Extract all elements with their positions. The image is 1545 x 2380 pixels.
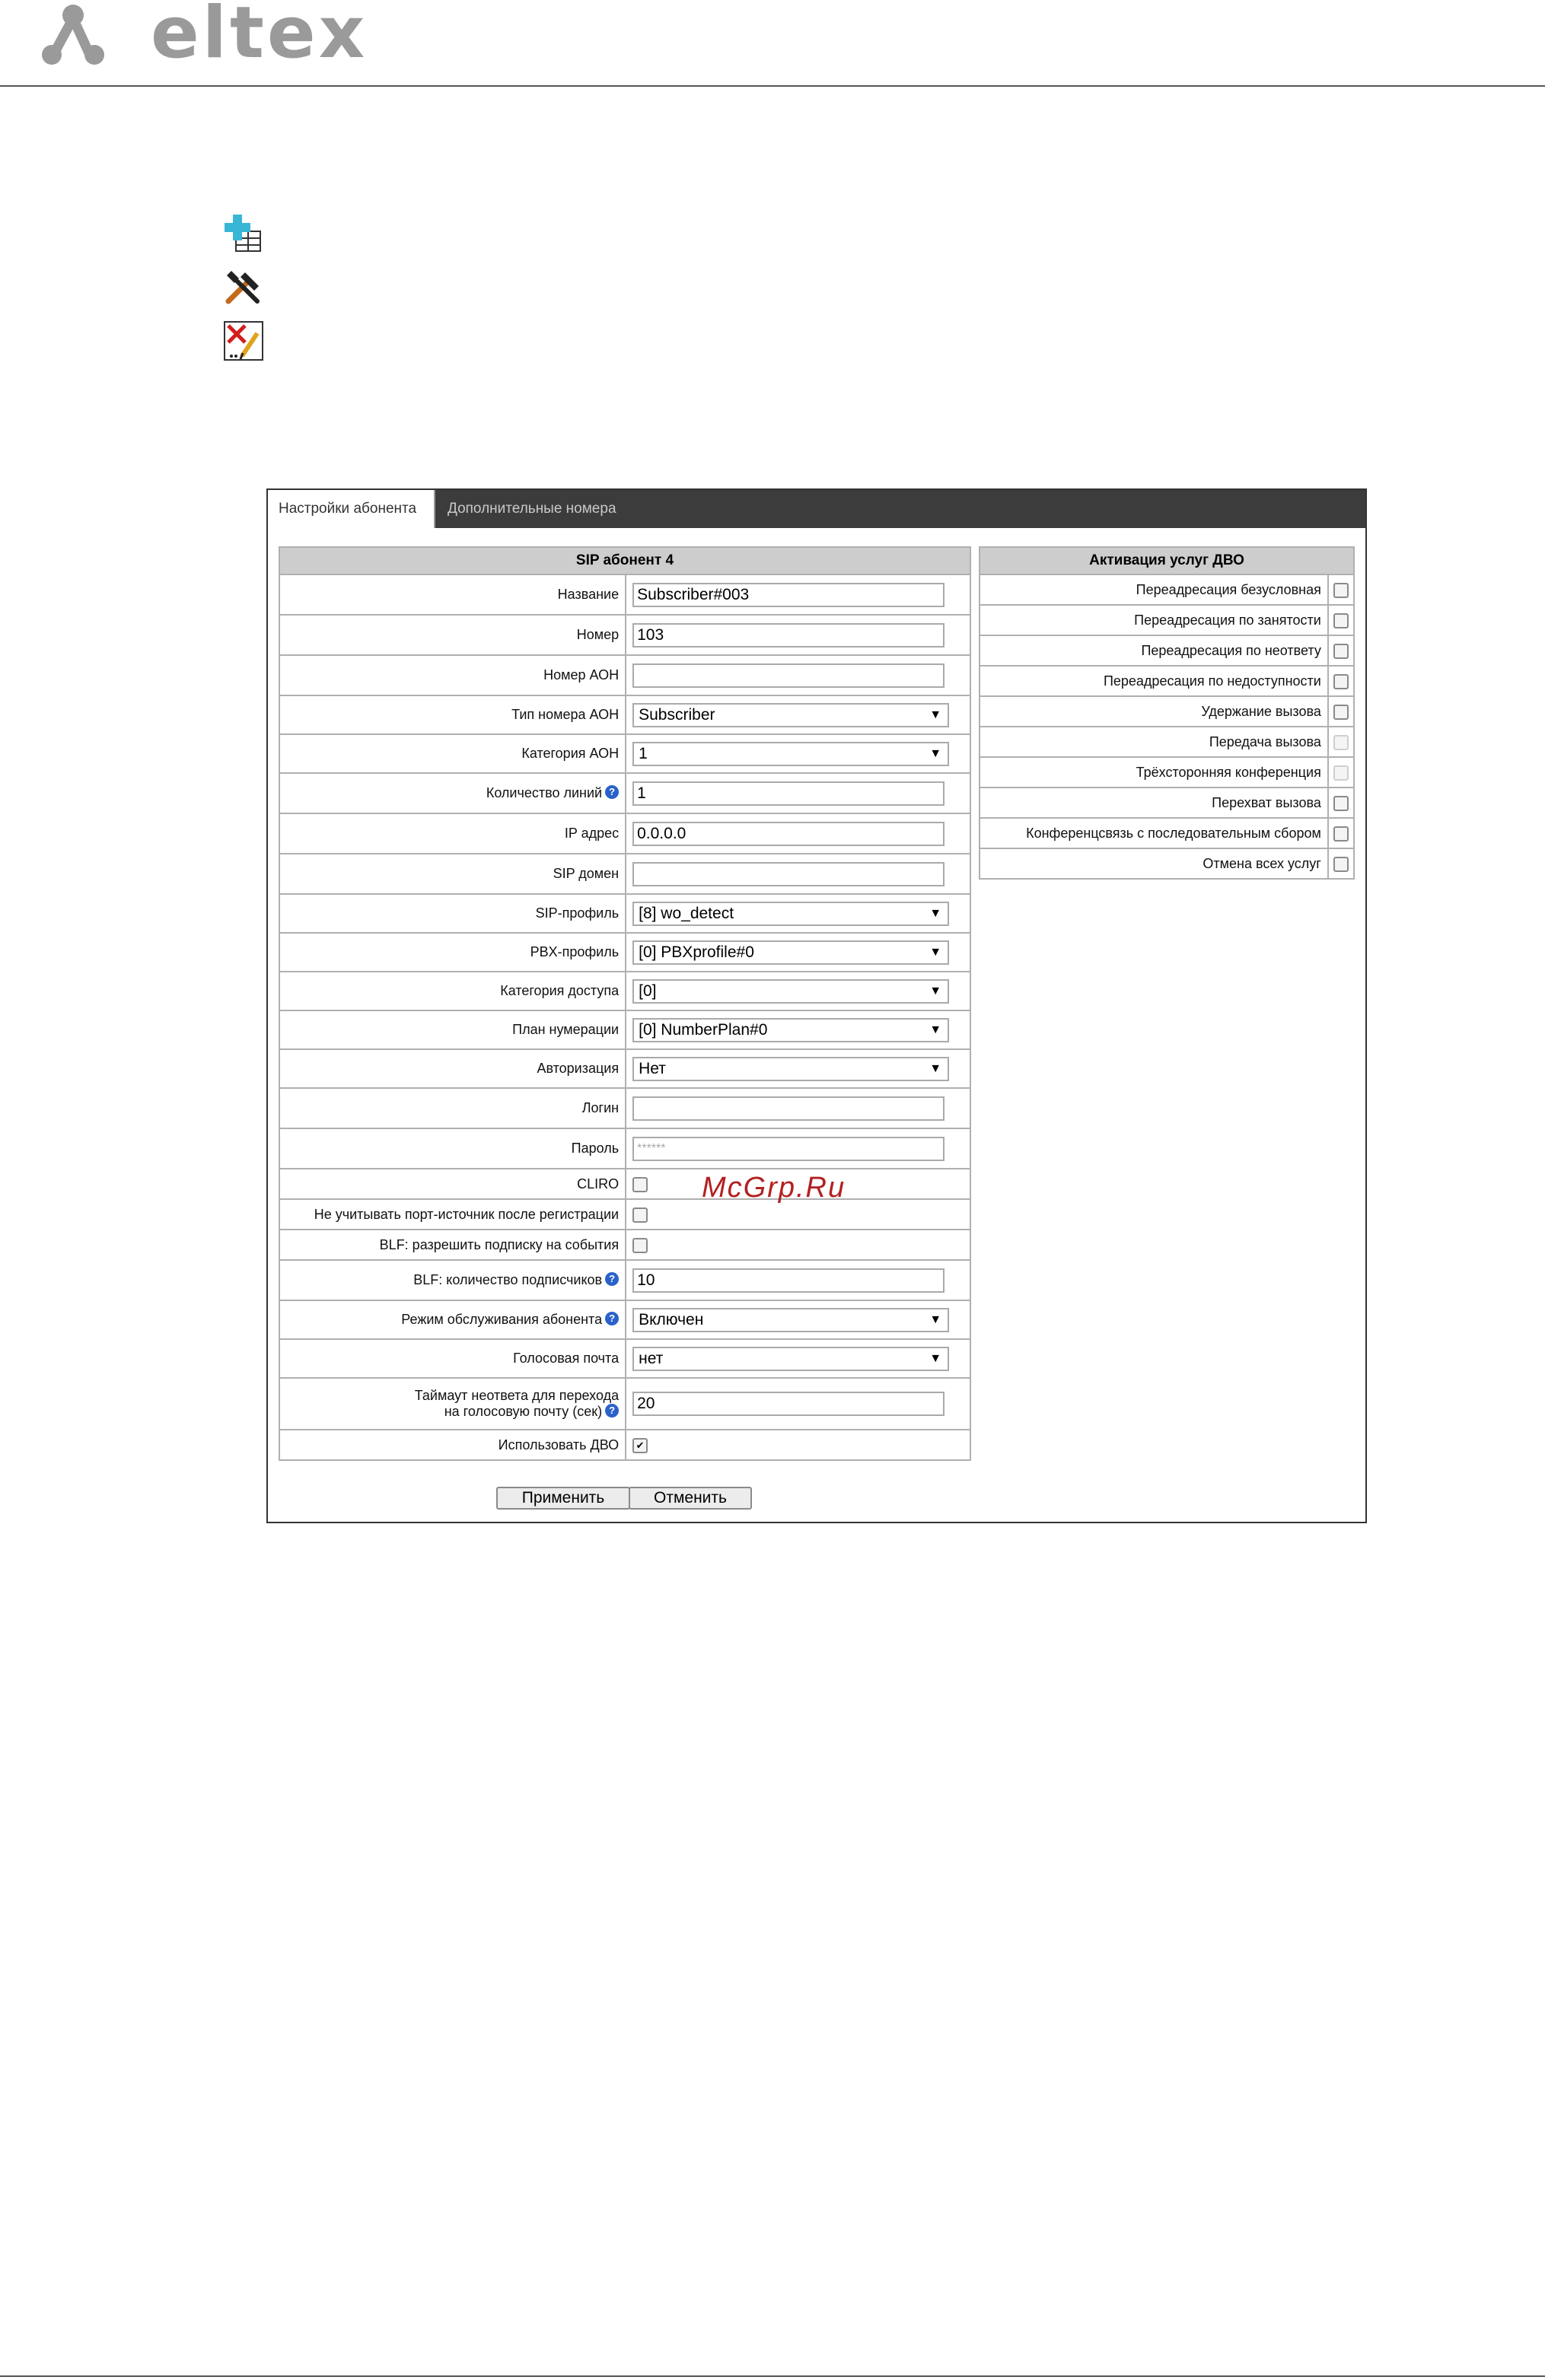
lines-count-input[interactable]: 1 <box>632 781 945 806</box>
voicemail-select[interactable] <box>632 1347 949 1371</box>
dvo-service-label: Переадресация по занятости <box>980 605 1328 635</box>
aon-category-select[interactable] <box>632 742 949 766</box>
dropdown-arrow-icon: ▼ <box>929 746 942 760</box>
pbx-profile-select[interactable] <box>632 940 949 965</box>
dvo-service-label: Перехват вызова <box>980 788 1328 818</box>
ignore-port-checkbox[interactable] <box>632 1208 648 1223</box>
sip-profile-select[interactable] <box>632 902 949 926</box>
cancel-button[interactable]: Отменить <box>629 1487 752 1510</box>
blf-count-label: BLF: количество подписчиков <box>413 1272 603 1287</box>
dropdown-arrow-icon: ▼ <box>929 945 942 959</box>
dvo-service-label: Переадресация по неответу <box>980 635 1328 666</box>
dvo-row <box>980 757 1354 788</box>
tab-bar <box>268 490 1365 528</box>
sip-subscriber-table <box>279 546 971 1461</box>
blf-count-input[interactable]: 10 <box>632 1268 945 1293</box>
aon-category-label: Категория АОН <box>279 734 626 773</box>
dvo-row <box>980 605 1354 635</box>
voicemail-label: Голосовая почта <box>279 1339 626 1378</box>
tab-subscriber-settings[interactable]: Настройки абонента <box>268 490 435 528</box>
logo-mark-icon <box>37 0 143 67</box>
service-mode-value: Включен <box>639 1310 704 1328</box>
lines-count-label-cell <box>279 773 626 813</box>
logo-text: eltex <box>151 0 368 75</box>
dvo-service-checkbox[interactable] <box>1333 765 1349 781</box>
voicemail-timeout-input[interactable]: 20 <box>632 1392 945 1416</box>
dvo-service-checkbox[interactable] <box>1333 644 1349 659</box>
dropdown-arrow-icon: ▼ <box>929 906 942 920</box>
blf-allow-checkbox[interactable] <box>632 1238 648 1253</box>
aon-label: Номер АОН <box>279 655 626 695</box>
subscriber-settings-panel <box>266 488 1367 1523</box>
authorization-select[interactable] <box>632 1057 949 1081</box>
dvo-service-label: Трёхсторонняя конференция <box>980 757 1328 788</box>
dvo-row <box>980 788 1354 818</box>
password-label: Пароль <box>279 1128 626 1169</box>
sip-profile-value: [8] wo_detect <box>639 904 734 922</box>
ip-input[interactable]: 0.0.0.0 <box>632 822 945 846</box>
use-dvo-label: Использовать ДВО <box>279 1430 626 1460</box>
sip-profile-label: SIP-профиль <box>279 894 626 933</box>
login-input[interactable] <box>632 1096 945 1121</box>
footer-divider <box>0 2375 1545 2377</box>
pbx-profile-value: [0] PBXprofile#0 <box>639 943 754 961</box>
eltex-logo <box>37 0 368 75</box>
dvo-row <box>980 666 1354 696</box>
dvo-service-checkbox[interactable] <box>1333 705 1349 720</box>
aon-type-label: Тип номера АОН <box>279 695 626 734</box>
delete-edit-icon[interactable] <box>222 320 265 362</box>
cliro-checkbox[interactable] <box>632 1177 648 1192</box>
numbering-plan-value: [0] NumberPlan#0 <box>639 1020 768 1039</box>
aon-input[interactable] <box>632 663 945 688</box>
blf-allow-label: BLF: разрешить подписку на события <box>279 1230 626 1260</box>
dvo-row <box>980 727 1354 757</box>
dvo-row <box>980 818 1354 848</box>
dropdown-arrow-icon: ▼ <box>929 1061 942 1075</box>
service-mode-select[interactable] <box>632 1308 949 1332</box>
dropdown-arrow-icon: ▼ <box>929 984 942 998</box>
dvo-service-label: Переадресация безусловная <box>980 574 1328 605</box>
service-mode-label: Режим обслуживания абонента <box>401 1312 603 1327</box>
dvo-row <box>980 574 1354 605</box>
cliro-label: CLIRO <box>279 1169 626 1199</box>
numbering-plan-label: План нумерации <box>279 1010 626 1049</box>
dvo-service-label: Отмена всех услуг <box>980 848 1328 879</box>
aon-type-value: Subscriber <box>639 705 715 724</box>
dvo-service-checkbox[interactable] <box>1333 826 1349 842</box>
use-dvo-checkbox[interactable]: ✔ <box>632 1438 648 1453</box>
service-mode-label-cell <box>279 1300 626 1339</box>
voicemail-timeout-label-line1: Таймаут неответа для перехода <box>414 1388 620 1403</box>
ip-label: IP адрес <box>279 813 626 854</box>
aon-category-value: 1 <box>639 744 648 762</box>
numbering-plan-select[interactable] <box>632 1018 949 1042</box>
access-category-value: [0] <box>639 982 657 1000</box>
edit-tools-icon[interactable] <box>222 266 265 309</box>
ignore-port-label: Не учитывать порт-источник после регистрации <box>279 1199 626 1230</box>
apply-button[interactable]: Применить <box>496 1487 630 1510</box>
password-input[interactable]: ****** <box>632 1137 945 1161</box>
help-icon[interactable]: ? <box>605 1404 619 1418</box>
dropdown-arrow-icon: ▼ <box>929 1351 942 1365</box>
dropdown-arrow-icon: ▼ <box>929 1312 942 1326</box>
dvo-service-checkbox[interactable] <box>1333 735 1349 750</box>
dvo-table-title: Активация услуг ДВО <box>980 547 1354 574</box>
number-label: Номер <box>279 615 626 655</box>
login-label: Логин <box>279 1088 626 1128</box>
voicemail-timeout-label-line2: на голосовую почту (сек) <box>444 1404 603 1419</box>
voicemail-value: нет <box>639 1349 664 1367</box>
dropdown-arrow-icon: ▼ <box>929 708 942 721</box>
header-divider <box>0 85 1545 87</box>
voicemail-timeout-label-cell <box>279 1378 626 1430</box>
dropdown-arrow-icon: ▼ <box>929 1023 942 1036</box>
blf-count-label-cell <box>279 1260 626 1300</box>
dvo-service-checkbox[interactable] <box>1333 583 1349 598</box>
aon-type-select[interactable] <box>632 703 949 727</box>
name-input[interactable]: Subscriber#003 <box>632 583 945 607</box>
help-icon[interactable]: ? <box>605 1312 619 1325</box>
name-label: Название <box>279 574 626 615</box>
add-subscriber-icon[interactable] <box>222 213 265 256</box>
dvo-service-checkbox[interactable] <box>1333 613 1349 628</box>
sip-domain-input[interactable] <box>632 862 945 886</box>
access-category-select[interactable] <box>632 979 949 1004</box>
dvo-service-checkbox[interactable] <box>1333 796 1349 811</box>
dvo-row <box>980 635 1354 666</box>
lines-count-label: Количество линий <box>486 785 603 800</box>
access-category-label: Категория доступа <box>279 972 626 1010</box>
help-icon[interactable]: ? <box>605 1272 619 1286</box>
authorization-label: Авторизация <box>279 1049 626 1088</box>
pbx-profile-label: PBX-профиль <box>279 933 626 972</box>
dvo-service-label: Удержание вызова <box>980 696 1328 727</box>
number-input[interactable]: 103 <box>632 623 945 648</box>
tab-additional-numbers[interactable]: Дополнительные номера <box>448 501 616 517</box>
help-icon[interactable]: ? <box>605 785 619 799</box>
dvo-services-table <box>979 546 1355 880</box>
authorization-value: Нет <box>639 1059 666 1077</box>
dvo-row <box>980 696 1354 727</box>
dvo-service-checkbox[interactable] <box>1333 674 1349 689</box>
dvo-service-label: Конференцсвязь с последовательным сбором <box>980 818 1328 848</box>
dvo-service-checkbox[interactable] <box>1333 857 1349 872</box>
watermark-text: McGrp.Ru <box>702 1172 846 1204</box>
dvo-service-label: Переадресация по недоступности <box>980 666 1328 696</box>
dvo-row <box>980 848 1354 879</box>
table-title: SIP абонент 4 <box>279 547 970 574</box>
dvo-service-label: Передача вызова <box>980 727 1328 757</box>
sip-domain-label: SIP домен <box>279 854 626 894</box>
